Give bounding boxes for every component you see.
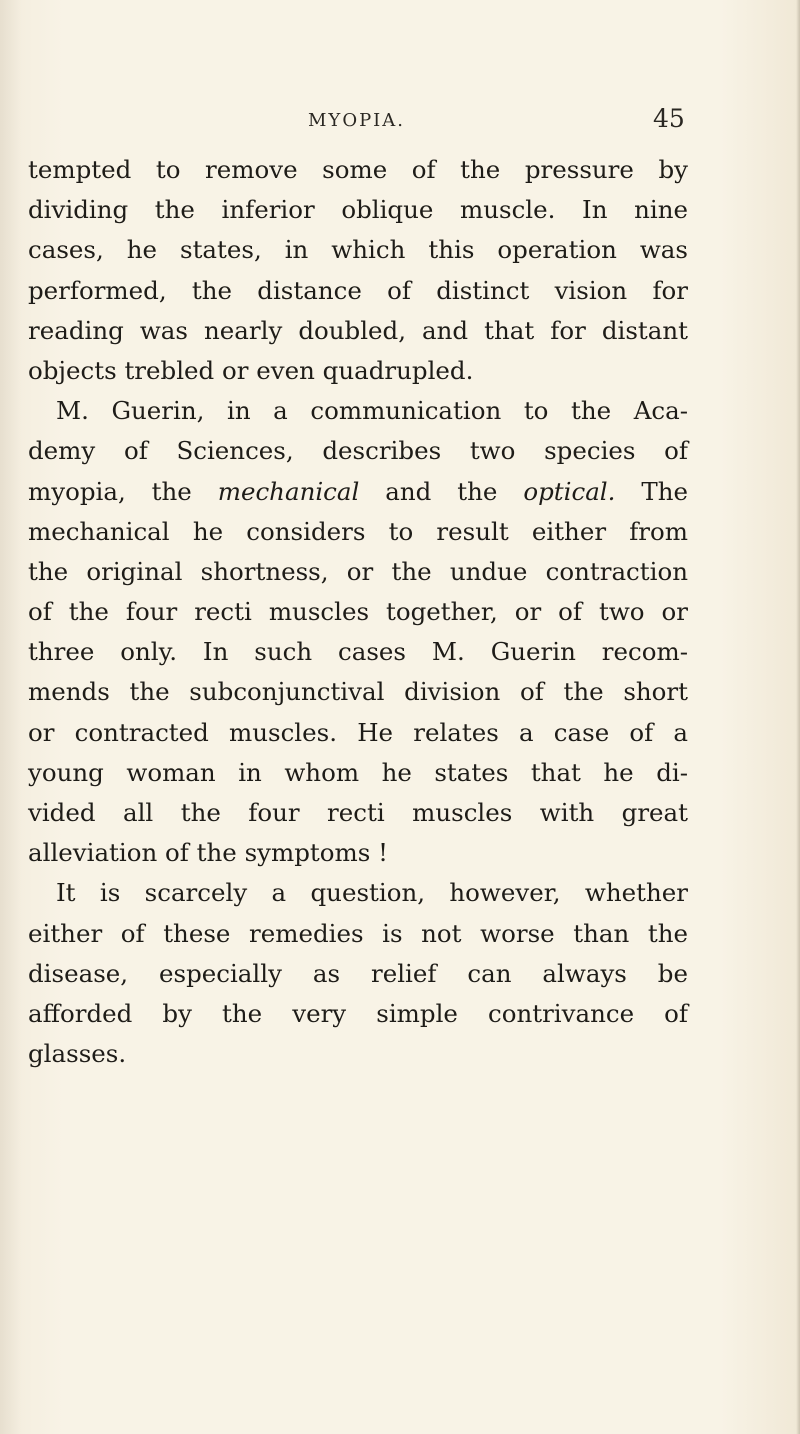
text-line: performed, the distance of distinct vision for xyxy=(28,275,688,305)
text-line: It is scarcely a question, however, whether xyxy=(56,878,688,908)
text-line xyxy=(28,472,688,512)
text-line: vided all the four recti muscles with great xyxy=(28,798,688,827)
text-line: objects trebled or even quadrupled. xyxy=(28,355,474,385)
text-line: demy of Sciences, describes two species of xyxy=(28,436,688,466)
text-line: dividing the inferior oblique muscle. In nine xyxy=(28,195,688,225)
text-line: alleviation of the symptoms ! xyxy=(28,838,388,868)
page-number: 45 xyxy=(653,104,685,133)
text-line: of the four recti muscles together, or of two or xyxy=(28,597,688,627)
italic-term-optical: optical. xyxy=(523,476,616,506)
running-title: MYOPIA. xyxy=(308,110,406,131)
text-line: the original shortness, or the undue contraction xyxy=(28,556,688,586)
gutter-shadow xyxy=(0,0,22,1434)
text-line: either of these remedies is not worse than the xyxy=(28,918,688,948)
text-line: afforded by the very simple contrivance of xyxy=(28,998,688,1028)
text-line: tempted to remove some of the pressure by xyxy=(28,155,688,184)
running-head xyxy=(0,102,800,142)
italic-term-mechanical: mechanical xyxy=(217,476,360,506)
text-run: myopia, the xyxy=(28,476,218,506)
text-line: M. Guerin, in a communication to the Aca- xyxy=(56,396,688,426)
text-run: The xyxy=(615,476,688,506)
text-line: mends the subconjunctival division of the short xyxy=(28,677,688,707)
text-line: young woman in whom he states that he di- xyxy=(28,757,688,787)
text-line: or contracted muscles. He relates a case of a xyxy=(28,717,688,747)
text-line: mechanical he considers to result either from xyxy=(28,516,688,546)
text-line: cases, he states, in which this operation was xyxy=(28,235,688,265)
body-text xyxy=(28,150,688,1074)
text-line: glasses. xyxy=(28,1039,127,1069)
page-edge xyxy=(796,0,800,1434)
text-line: three only. In such cases M. Guerin recom- xyxy=(28,637,688,667)
text-run: and the xyxy=(359,476,524,506)
text-line: reading was nearly doubled, and that for distant xyxy=(28,315,688,345)
text-line: disease, especially as relief can always be xyxy=(28,958,688,988)
